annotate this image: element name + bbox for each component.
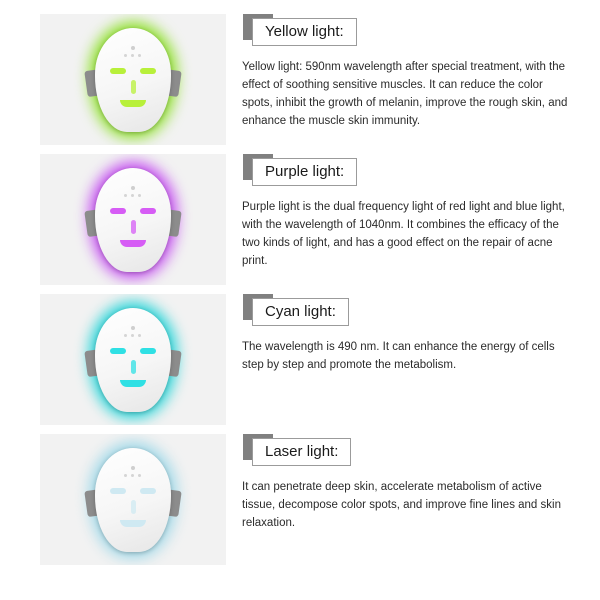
section-heading-purple: Purple light: bbox=[252, 158, 357, 186]
section-cyan bbox=[40, 294, 584, 425]
mask-rim bbox=[89, 442, 177, 558]
section-content-laser bbox=[226, 434, 584, 532]
section-text-cyan: The wavelength is 490 nm. It can enhance the energy of cells step by step and promote the metabolism. bbox=[242, 341, 555, 371]
section-purple bbox=[40, 154, 584, 285]
mask-rim bbox=[89, 162, 177, 278]
section-heading-cyan: Cyan light: bbox=[252, 298, 349, 326]
led-mask-illustration bbox=[85, 18, 181, 142]
section-content-yellow bbox=[226, 14, 584, 130]
product-image-cyan bbox=[40, 294, 226, 425]
product-image-laser bbox=[40, 434, 226, 565]
led-mask-illustration bbox=[85, 438, 181, 562]
section-heading-laser: Laser light: bbox=[252, 438, 351, 466]
section-text-laser: It can penetrate deep skin, accelerate metabolism of active tissue, decompose color spots, and improve fine lines and skin relaxation. bbox=[242, 481, 561, 529]
section-yellow bbox=[40, 14, 584, 145]
section-heading-yellow: Yellow light: bbox=[252, 18, 357, 46]
product-image-yellow bbox=[40, 14, 226, 145]
section-laser bbox=[40, 434, 584, 565]
mask-rim bbox=[89, 302, 177, 418]
product-image-purple bbox=[40, 154, 226, 285]
mask-rim bbox=[89, 22, 177, 138]
section-text-yellow: Yellow light: 590nm wavelength after special treatment, with the effect of soothing sensitive muscles. It can reduce the color spots, inhibit the growth of melanin, improve the rough skin, and enhance the muscle skin immunity. bbox=[242, 61, 568, 127]
section-text-purple: Purple light is the dual frequency light of red light and blue light, with the wavelength of 1040nm. It combines the efficacy of the two kinds of light, and has a good effect on the repair of acne print. bbox=[242, 201, 565, 267]
led-mask-illustration bbox=[85, 158, 181, 282]
section-content-purple bbox=[226, 154, 584, 270]
led-mask-illustration bbox=[85, 298, 181, 422]
section-content-cyan bbox=[226, 294, 584, 374]
